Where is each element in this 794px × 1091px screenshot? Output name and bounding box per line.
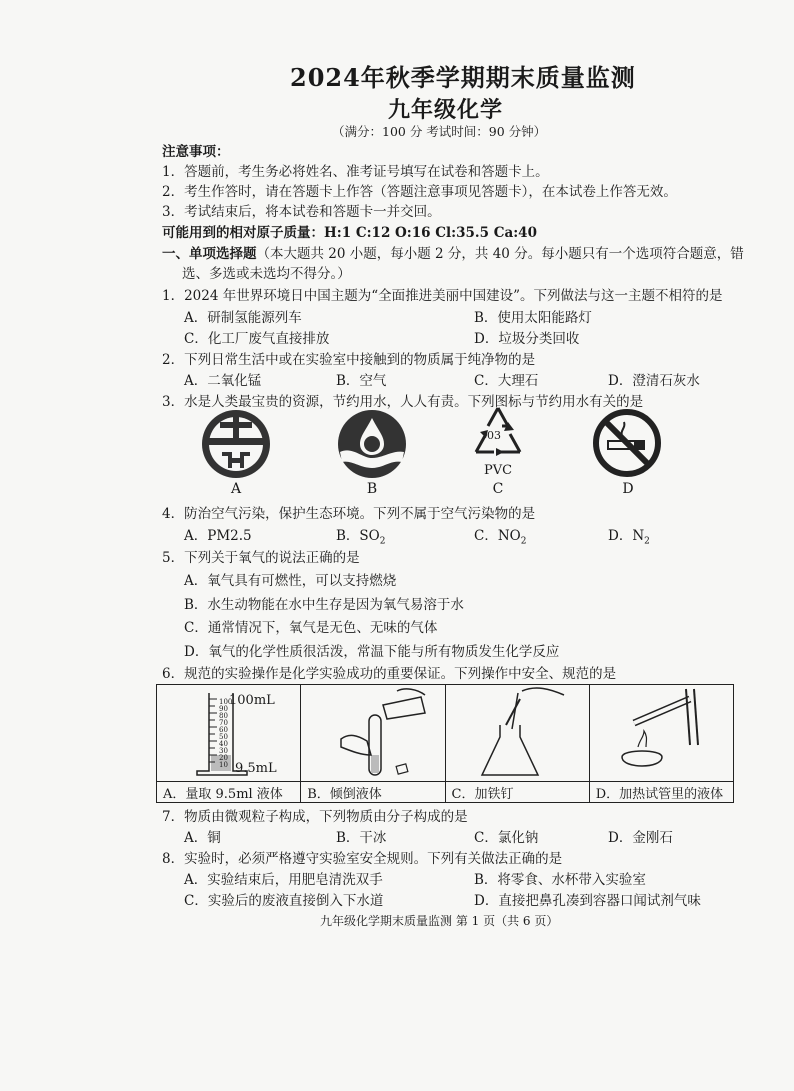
scale-100: 100 <box>219 698 233 706</box>
q1-option-b: B．使用太阳能路灯 <box>474 310 592 326</box>
cylinder-bottom-label: 9.5mL <box>235 761 277 776</box>
q4-option-d-text: D．N <box>608 528 645 544</box>
note-item-3: 3．考试结束后，将本试卷和答题卡一并交回。 <box>162 204 441 220</box>
q5-option-a: A．氧气具有可燃性，可以支持燃烧 <box>184 573 397 589</box>
note-item-2: 2．考生作答时，请在答题卡上作答（答题注意事项见答题卡），在本试卷上作答无效。 <box>162 184 677 200</box>
q2-stem: 2．下列日常生活中或在实验室中接触到的物质属于纯净物的是 <box>162 352 536 368</box>
q7-option-a: A．铜 <box>184 830 221 846</box>
water-drop-hand-icon <box>336 408 408 480</box>
scale-20: 20 <box>219 754 228 762</box>
q8-option-d: D．直接把鼻孔凑到容器口闻试剂气味 <box>474 893 701 909</box>
q6-figure-a <box>157 685 301 782</box>
section-desc-1: （本大题共 20 小题，每小题 2 分，共 40 分。每小题只有一个选项符合题意，错 <box>256 246 744 262</box>
q4-option-c-text: C．NO <box>474 528 521 544</box>
q6-stem: 6．规范的实验操作是化学实验成功的重要保证。下列操作中安全、规范的是 <box>162 666 617 682</box>
q6-figure-d <box>589 685 733 782</box>
q8-option-a: A．实验结束后，用肥皂清洗双手 <box>184 872 383 888</box>
q6-caption-b: B．倾倒液体 <box>301 782 445 803</box>
q8-option-b: B．将零食、水杯带入实验室 <box>474 872 646 888</box>
q1-option-c: C．化工厂废气直接排放 <box>184 331 330 347</box>
exam-meta: （满分：100 分 考试时间：90 分钟） <box>332 124 547 139</box>
q1-stem: 1．2024 年世界环境日中国主题为“全面推进美丽中国建设”。下列做法与这一主题不相符的是 <box>162 288 723 304</box>
q3-caption-d: D <box>622 481 634 497</box>
q2-option-c: C．大理石 <box>474 373 539 389</box>
cylinder-scale <box>219 699 233 769</box>
q7-option-d: D．金刚石 <box>608 830 673 846</box>
q4-option-c-sub: 2 <box>520 536 527 547</box>
exam-subject: 九年级化学 <box>388 97 504 123</box>
q6-caption-d: D．加热试管里的液体 <box>589 782 733 803</box>
q7-option-b: B．干冰 <box>336 830 387 846</box>
q5-option-b: B．水生动物能在水中生存是因为氧气易溶于水 <box>184 597 464 613</box>
q2-option-d: D．澄清石灰水 <box>608 373 700 389</box>
no-smoking-icon <box>592 408 662 478</box>
q2-option-a: A．二氧化锰 <box>184 373 262 389</box>
q6-caption-a: A．量取 9.5ml 液体 <box>157 782 301 803</box>
scale-80: 80 <box>219 712 228 720</box>
scale-30: 30 <box>219 747 228 755</box>
q4-option-a: A．PM2.5 <box>184 528 252 544</box>
q3-caption-b: B <box>366 481 378 497</box>
section-desc-2: 选、多选或未选均不得分。） <box>182 266 351 282</box>
q6-caption-c: C．加铁钉 <box>445 782 589 803</box>
scale-10: 10 <box>219 761 228 769</box>
q6-figure-c <box>445 685 589 782</box>
scale-90: 90 <box>219 705 228 713</box>
q5-option-d: D．氧气的化学性质很活泼，常温下能与所有物质发生化学反应 <box>184 644 560 660</box>
q6-figure-b <box>301 685 445 782</box>
q8-option-c: C．实验后的废液直接倒入下水道 <box>184 893 384 909</box>
q3-caption-a: A <box>230 481 242 497</box>
scale-60: 60 <box>219 726 228 734</box>
heating-test-tube-icon <box>590 685 734 781</box>
recycle-code: 03 <box>487 429 501 442</box>
pouring-liquid-icon <box>301 685 443 781</box>
notes-heading: 注意事项： <box>162 144 230 160</box>
scale-40: 40 <box>219 740 228 748</box>
q1-option-a: A．研制氢能源列车 <box>184 310 302 326</box>
scale-70: 70 <box>219 719 228 727</box>
q3-caption-c: C <box>492 481 504 497</box>
q5-stem: 5．下列关于氧气的说法正确的是 <box>162 550 360 566</box>
q4-option-b-text: B．SO <box>336 528 380 544</box>
q4-option-b <box>336 524 385 547</box>
q4-option-b-sub: 2 <box>379 536 386 547</box>
adding-nail-icon <box>446 685 588 781</box>
atomic-mass-line: 可能用到的相对原子质量：H:1 C:12 O:16 Cl:35.5 Ca:40 <box>162 225 537 241</box>
scale-50: 50 <box>219 733 228 741</box>
q7-option-c: C．氯化钠 <box>474 830 539 846</box>
cylinder-top-label: 100mL <box>229 693 275 708</box>
q3-stem: 3．水是人类最宝贵的资源，节约用水，人人有责。下列图标与节约用水有关的是 <box>162 394 644 410</box>
recycle-label: PVC <box>484 463 513 478</box>
q2-option-b: B．空气 <box>336 373 387 389</box>
q6-operation-table <box>156 684 734 803</box>
q5-option-c: C．通常情况下，氧气是无色、无味的气体 <box>184 620 438 636</box>
q7-stem: 7．物质由微观粒子构成，下列物质由分子构成的是 <box>162 809 468 825</box>
section-heading <box>162 242 744 262</box>
water-saving-logo-icon <box>200 408 272 480</box>
q4-option-d <box>608 524 650 547</box>
q4-option-d-sub: 2 <box>644 536 650 547</box>
q8-stem: 8．实验时，必须严格遵守实验室安全规则。下列有关做法正确的是 <box>162 851 563 867</box>
note-item-1: 1．答题前，考生务必将姓名、准考证号填写在试卷和答题卡上。 <box>162 164 549 180</box>
page-footer: 九年级化学期末质量监测 第 1 页（共 6 页） <box>320 914 559 928</box>
q1-option-d: D．垃圾分类回收 <box>474 331 580 347</box>
q4-stem: 4．防治空气污染，保护生态环境。下列不属于空气污染物的是 <box>162 506 536 522</box>
q4-option-c <box>474 524 526 547</box>
exam-title: 2024年秋季学期期末质量监测 <box>290 63 636 92</box>
section-title: 一、单项选择题 <box>162 246 257 262</box>
